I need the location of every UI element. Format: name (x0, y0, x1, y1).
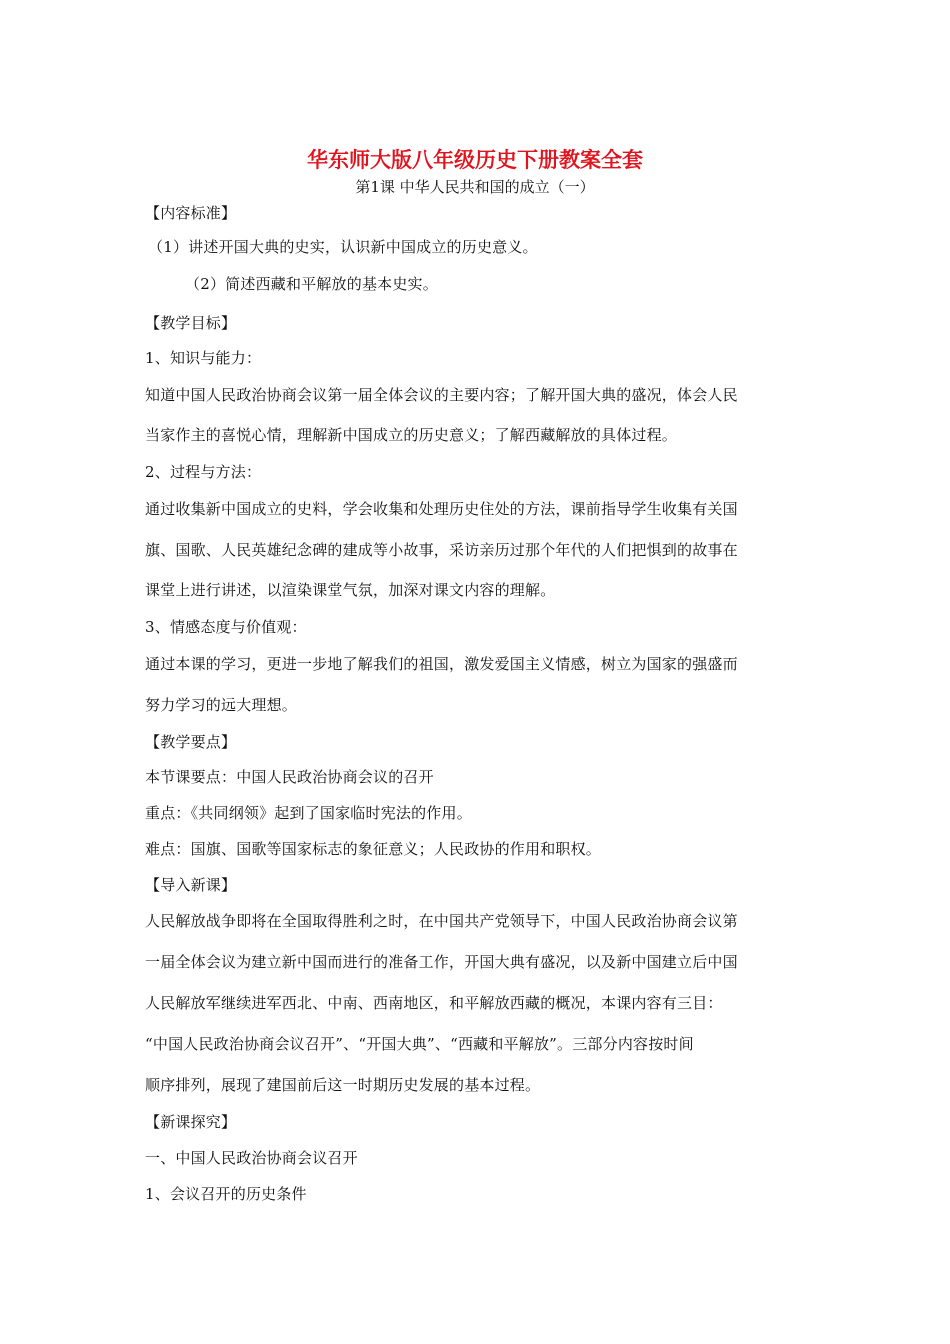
paragraph-line: 旗、国歌、人民英雄纪念碑的建成等小故事，采访亲历过那个年代的人们把惧到的故事在 (145, 541, 738, 559)
goal-heading-process: 2、过程与方法： (145, 463, 262, 481)
paragraph-line: 顺序排列，展现了建国前后这一时期历史发展的基本过程。 (145, 1076, 541, 1094)
document-title: 华东师大版八年级历史下册教案全套 (307, 147, 643, 172)
paragraph-line: 努力学习的远大理想。 (145, 696, 298, 714)
subsection-item-heading: 1、会议召开的历史条件 (145, 1185, 307, 1203)
section-heading-key-points: 【教学要点】 (145, 733, 237, 751)
content-standard-item-2: （2）简述西藏和平解放的基本史实。 (185, 275, 438, 293)
key-point-difficulty: 难点：国旗、国歌等国家标志的象征意义；人民政协的作用和职权。 (145, 840, 602, 858)
paragraph-line: 人民解放军继续进军西北、中南、西南地区，和平解放西藏的概况，本课内容有三目： (145, 994, 723, 1012)
goal-heading-knowledge: 1、知识与能力： (145, 349, 262, 367)
lesson-subtitle: 第1课 中华人民共和国的成立（一） (355, 178, 595, 196)
section-heading-content-standard: 【内容标准】 (145, 204, 237, 222)
key-point-focus: 重点：《共同纲领》起到了国家临时宪法的作用。 (145, 804, 472, 822)
paragraph-line: 当家作主的喜悦心情，理解新中国成立的历史意义；了解西藏解放的具体过程。 (145, 426, 678, 444)
paragraph-line: 一届全体会议为建立新中国而进行的准备工作，开国大典有盛况，以及新中国建立后中国 (145, 953, 738, 971)
paragraph-line: 课堂上进行讲述，以渲染课堂气氛，加深对课文内容的理解。 (145, 581, 556, 599)
goal-heading-values: 3、情感态度与价值观： (145, 618, 307, 636)
paragraph-line: 通过本课的学习，更进一步地了解我们的祖国，激发爱国主义情感，树立为国家的强盛而 (145, 655, 738, 673)
key-point-main: 本节课要点：中国人民政治协商会议的召开 (145, 768, 434, 786)
section-heading-new-lesson: 【新课探究】 (145, 1113, 237, 1131)
content-standard-item-1: （1）讲述开国大典的史实，认识新中国成立的历史意义。 (148, 238, 538, 256)
paragraph-line: “中国人民政治协商会议召开”、“开国大典”、“西藏和平解放”。三部分内容按时间 (145, 1035, 694, 1053)
paragraph-line: 知道中国人民政治协商会议第一届全体会议的主要内容；了解开国大典的盛况，体会人民 (145, 386, 738, 404)
section-heading-teaching-goals: 【教学目标】 (145, 314, 237, 332)
subsection-heading: 一、中国人民政治协商会议召开 (145, 1149, 358, 1167)
section-heading-introduction: 【导入新课】 (145, 876, 237, 894)
paragraph-line: 人民解放战争即将在全国取得胜利之时，在中国共产党领导下，中国人民政治协商会议第 (145, 912, 738, 930)
paragraph-line: 通过收集新中国成立的史料，学会收集和处理历史住处的方法，课前指导学生收集有关国 (145, 500, 738, 518)
